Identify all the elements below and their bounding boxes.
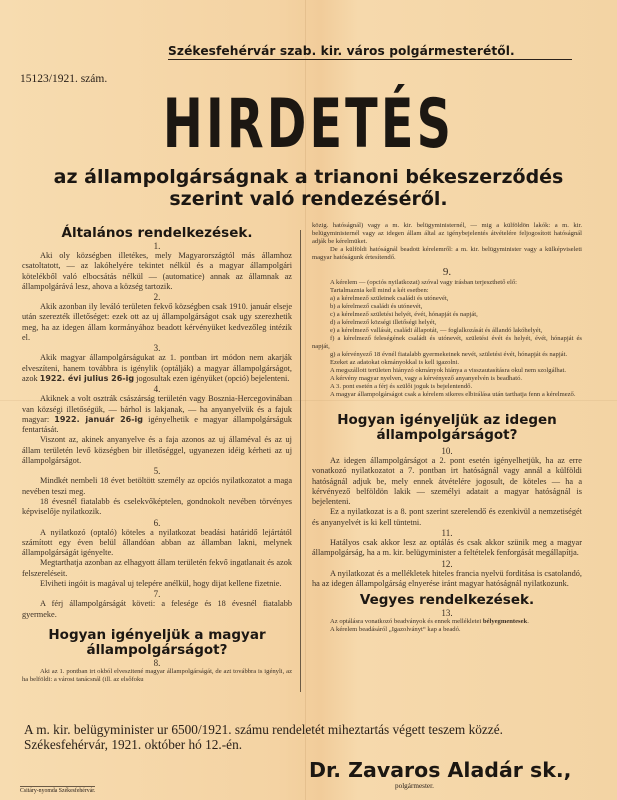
misc-provisions-heading: Vegyes rendelkezések. xyxy=(359,592,535,609)
list-item: g) a kérvényező 18 évnél fiatalabb gyermekeinek nevét, születési évét, hónapját és napját. xyxy=(330,351,568,358)
section-paragraph: A megszállott területen hiányzó okmányok hiánya a visszautasításra okul nem szolgálhat. xyxy=(330,367,567,374)
section-paragraph xyxy=(22,394,292,435)
section-paragraph: Ezeket az adatokat okmányokkal is kell igazolni. xyxy=(330,359,460,366)
poster-title: HIRDETÉS xyxy=(162,85,455,164)
issuer-line: Székesfehérvár szab. kir. város polgármesterétől. xyxy=(168,44,572,60)
list-item: f) a kérelmező feleségének családi és utónevét, születési évét és helyét, évét, hónapját és napját, xyxy=(312,335,582,350)
section-paragraph: Ez a nyilatkozat is a 8. pont szerint szerelendő és ezenkivül a nemzetiségét és anyanyelvét is ki kell tüntetni. xyxy=(312,507,582,527)
hungarian-citizenship-heading: Hogyan igényeljük a magyar állampolgárságot? xyxy=(48,626,266,658)
section-number: 8. xyxy=(153,657,161,668)
text-run: . xyxy=(527,618,529,626)
text-run: Az optálásra vonatkozó beadványok és ennek mellékletei xyxy=(330,618,483,626)
section-number: 13. xyxy=(441,608,453,619)
general-provisions-heading: Általános rendelkezések. xyxy=(61,225,253,241)
subtitle-line-1: az állampolgárságnak a trianoni békeszerződés xyxy=(53,166,564,188)
section-number: 3. xyxy=(153,343,161,354)
section-paragraph xyxy=(22,353,292,384)
section-paragraph xyxy=(312,618,582,626)
section-paragraph: A kérvény magyar nyelven, vagy a kérvényező anyanyelvén is beadható. xyxy=(330,375,523,382)
section-paragraph: Viszont az, akinek anyanyelve és a faja azonos az uj államéval és az uj állam területén levő községben bir illetőséggel, ugyanezen idéig kérheti az uj állampolgárságot. xyxy=(22,435,292,466)
section-number: 5. xyxy=(153,466,161,477)
stamp-exempt-bold: bélyegmentesek xyxy=(482,618,528,626)
column-divider xyxy=(300,230,301,692)
closing-statement xyxy=(24,722,503,752)
section-paragraph: Mindkét nembeli 18 évet betöltött személy az opciós nyilatkozatot a maga nevében teszi meg. xyxy=(22,476,292,496)
section-number: 12. xyxy=(441,558,453,569)
foreign-citizenship-heading: Hogyan igényeljük az idegen állampolgárságot? xyxy=(337,412,557,443)
section-number: 6. xyxy=(153,517,161,528)
document-number: 15123/1921. szám. xyxy=(20,73,108,85)
section-paragraph: Aki az 1. pontban irt okból elveszitené magyar állampolgárságát, de azt továbbra is igényli, az ha belföldi: a városi tanácsnál (ill. az elsőfoku xyxy=(22,667,292,683)
section-paragraph: A magyar állampolgárságot csak a kérelem sikeres elbirálása után tarthatja fenn a kérelmező. xyxy=(330,391,576,398)
text-run: jogosultak ezen igényüket (opció) bejelenteni. xyxy=(134,373,290,383)
right-column xyxy=(312,222,582,634)
subtitle-line-2: szerint való rendezéséről. xyxy=(169,188,448,210)
list-item: b) a kérelmező családi és utónevét, xyxy=(330,303,423,310)
deadline-bold: 1922. január 26-ig xyxy=(54,414,144,424)
section-paragraph: A kérelem beadásáról „Igazolványt“ kap a beadó. xyxy=(330,626,461,634)
section-paragraph: Az idegen állampolgárságot a 2. pont esetén igényelhetjük, ha az erre vonatkozó nyilatkozatot a 7. pontban irt hatóságnál vagy annál a külföldi hatóságnál adjuk be, mely ennek átvételére jogosult, de köteles — ha a kérvényező belföldön lakik — személyi adatait a magyar hatóságnál is bejelenteni. xyxy=(312,456,582,507)
section-paragraph: Elviheti ingóit is magával uj telepére anélkül, hogy dijat kellene fizetnie. xyxy=(40,579,282,589)
section-paragraph: A férj állampolgárságát követi: a felesége és 18 évesnél fiatalabb gyermeke. xyxy=(22,599,292,619)
poster-subtitle xyxy=(0,166,617,210)
section-number: 1. xyxy=(153,241,161,251)
section-number: 4. xyxy=(153,384,161,395)
section-number: 9. xyxy=(442,266,452,278)
section-number: 10. xyxy=(441,446,453,456)
text-run: igényelhetik e magyar állampolgárságuk fentartását. xyxy=(22,414,292,435)
section-paragraph: A kérelem — (opciós nyilatkozat) szóval vagy irásban terjeszthető elő: xyxy=(330,279,517,286)
deadline-bold: 1922. évi julius 26-ig xyxy=(39,373,135,383)
list-item: d) a kérelmező községi illetőségi helyét, xyxy=(330,319,437,326)
section-paragraph: Aki oly községben illetékes, mely Magyarországtól más államhoz csatoltatott, — az lakóhelyére tekintet nélkül és a magyar állampolgári kötelékből való elbocsátás nélkül — (automatice) annak az államnak az állampolgárává lesz, ahova a község tartozik. xyxy=(22,251,292,291)
section-paragraph: közig. hatóságnál) vagy a m. kir. belügyministernél, — mig a külföldön lakók: a m. kir. belügyministernél vagy az idegen állam által az igénybejelentés átvételére feljogosított hatóságnál adják be kérelmüket. xyxy=(312,222,582,245)
closing-line-1: A m. kir. belügyminister ur 6500/1921. számu rendeletét miheztartás végett teszem közzé. xyxy=(24,722,503,737)
signer-title: polgármester. xyxy=(395,782,434,790)
text-run: Akik magyar állampolgárságukat az 1. pontban irt módon nem akarják elveszíteni, hanem továbbra is igénylik (optálják) a magyar állampolgárságot, azok xyxy=(22,353,292,383)
section-paragraph: 18 évesnél fiatalabb és cselekvőképtelen, gondnokolt nevében törvényes képviselője nyilatkozik. xyxy=(22,496,292,517)
section-paragraph: A nyilatkozó (optaló) köteles a nyilatkozat beadási határidő lejártától számított egy éven belül állandóan abban az államban lakni, melynek állampolgárságát igényelte. xyxy=(22,527,292,558)
section-paragraph: A 3. pont esetén a férj és szülői joguk is bejelentendő. xyxy=(330,383,473,390)
section-paragraph: Megtarthatja azonban az elhagyott állam területén fekvő ingatlanait és azok felszereléseit. xyxy=(22,558,292,578)
closing-line-2: Székesfehérvár, 1921. október hó 12.-én. xyxy=(24,737,243,752)
section-paragraph: Tartalmaznia kell mind a két esetben: xyxy=(330,287,429,294)
list-item: a) a kérelmező szüleinek családi és utónevét, xyxy=(330,295,449,302)
list-item: e) a kérelmező vallását, családi állapotát, — foglalkozását és állandó lakóhelyét, xyxy=(330,327,543,334)
section-paragraph: Hatályos csak akkor lesz az optálás és csak akkor szünik meg a magyar állampolgárság, ha a m. kir. belügyminister a feltételek fenforgását megállapítja. xyxy=(312,538,582,558)
signer-name: Dr. Zavaros Aladár sk., xyxy=(309,758,572,782)
section-paragraph: Akik azonban ily leváló területen fekvő községben csak 1910. január elseje után szerezték illetőséget: ezek ott az uj állampolgárságot csak ugy szerezhetik meg, ha az idegen állam kormányához beadott kérvényüket kedvezőleg intézik el. xyxy=(22,302,292,343)
section-number: 2. xyxy=(153,292,161,303)
section-paragraph: A nyilatkozat és a mellékletek hiteles francia nyelvü forditása is csatolandó, ha az idegen állampolgárság elnyerése iránt magyar hatóságnál nyilatkozunk. xyxy=(312,568,582,588)
section-number: 11. xyxy=(441,528,453,539)
list-item: c) a kérelmező születési helyét, évét, hónapját és napját, xyxy=(330,311,478,318)
section-paragraph: De a külföldi hatóságnál beadott kérelemről: a m. kir. belügyminister vagy a külképviseleti magyar hatóságunk értesítendő. xyxy=(312,246,582,261)
printer-imprint: Csitáry-nyomda Székesfehérvár. xyxy=(20,788,96,794)
section-number: 7. xyxy=(153,589,161,600)
text-run: Akiknek a volt osztrák császárság területén vagy Bosznia-Hercegovinában van községi illetőségük, — bárhol is lakjanak, — ha anyanyelvük és a fajuk magyar: xyxy=(22,394,292,424)
left-column xyxy=(22,222,292,684)
